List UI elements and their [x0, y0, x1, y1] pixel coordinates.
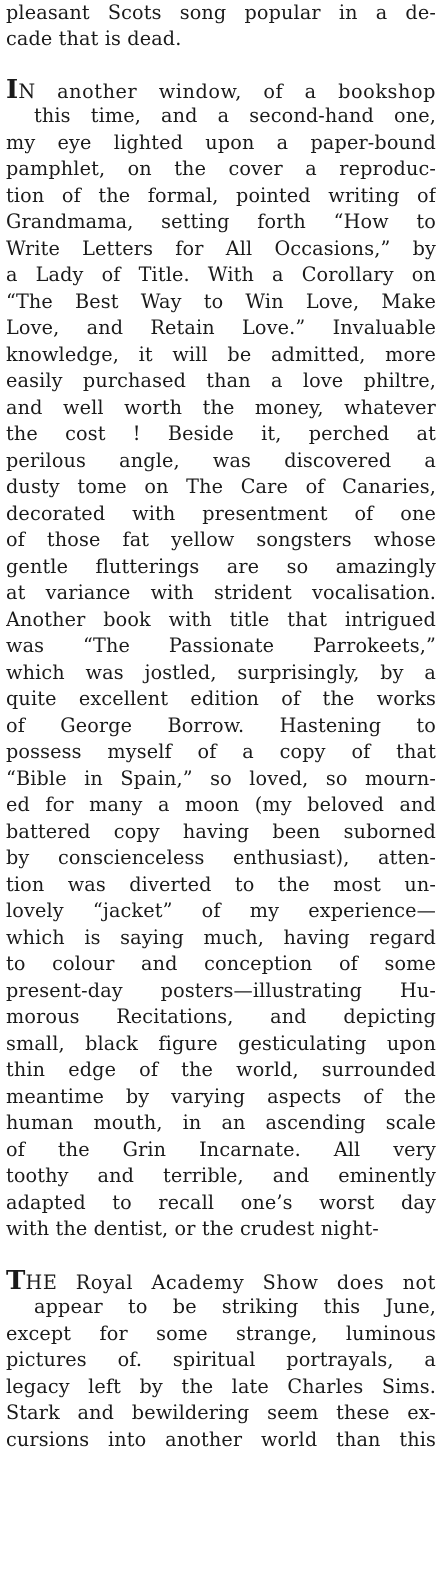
- text-line: cursions into another world than this: [6, 1428, 436, 1451]
- text-line: which was jostled, surprisingly, by a: [6, 661, 436, 684]
- paragraph-opening-line: [6, 77, 436, 103]
- text-line: Stark and bewildering seem these ex-: [6, 1401, 436, 1424]
- text-line: Grandmama, setting forth “How to: [6, 210, 436, 233]
- opening-line-text: HE Royal Academy Show does not: [25, 1271, 436, 1294]
- text-line: Write Letters for All Occasions,” by: [6, 237, 436, 260]
- text-line: meantime by varying aspects of the: [6, 1085, 436, 1108]
- text-line: except for some strange, luminous: [6, 1322, 436, 1345]
- text-line: a Lady of Title. With a Corollary on: [6, 263, 436, 286]
- text-line: pictures of. spiritual portrayals, a: [6, 1348, 436, 1371]
- text-line: ed for many a moon (my beloved and: [6, 793, 436, 816]
- drop-initial: I: [6, 77, 19, 103]
- text-line: toothy and terrible, and eminently: [6, 1164, 436, 1187]
- text-line: to colour and conception of some: [6, 952, 436, 975]
- text-line: of the Grin Incarnate. All very: [6, 1138, 436, 1161]
- text-line: by conscienceless enthusiast), atten-: [6, 846, 436, 869]
- text-line: this time, and a second-hand one,: [34, 104, 436, 127]
- text-line: gentle flutterings are so amazingly: [6, 555, 436, 578]
- text-line: of George Borrow. Hastening to: [6, 714, 436, 737]
- text-line: appear to be striking this June,: [34, 1295, 436, 1318]
- text-line: was “The Passionate Parrokeets,”: [6, 634, 436, 657]
- text-line: “The Best Way to Win Love, Make: [6, 290, 436, 313]
- text-line: dusty tome on The Care of Canaries,: [6, 475, 436, 498]
- opening-line-text: N another window, of a bookshop: [18, 80, 436, 103]
- text-line: Love, and Retain Love.” Invaluable: [6, 316, 436, 339]
- text-line: adapted to recall one’s worst day: [6, 1191, 436, 1214]
- text-line: legacy left by the late Charles Sims.: [6, 1375, 436, 1398]
- text-line: present-day posters—illustrating Hu-: [6, 979, 436, 1002]
- text-line: human mouth, in an ascending scale: [6, 1111, 436, 1134]
- text-line: my eye lighted upon a paper-bound: [6, 131, 436, 154]
- text-line: lovely “jacket” of my experience—: [6, 899, 436, 922]
- text-line: at variance with strident vocalisation.: [6, 581, 436, 604]
- text-line: pamphlet, on the cover a reproduc-: [6, 157, 436, 180]
- text-line: battered copy having been suborned: [6, 820, 436, 843]
- text-line: with the dentist, or the crudest night-: [6, 1217, 379, 1240]
- text-line: easily purchased than a love philtre,: [6, 369, 436, 392]
- text-line: which is saying much, having regard: [6, 926, 436, 949]
- text-line: Another book with title that intrigued: [6, 608, 436, 631]
- text-line: small, black figure gesticulating upon: [6, 1032, 436, 1055]
- text-line: thin edge of the world, surrounded: [6, 1058, 436, 1081]
- text-line: and well worth the money, whatever: [6, 396, 436, 419]
- text-line: the cost ! Beside it, perched at: [6, 422, 436, 445]
- text-line: decorated with presentment of one: [6, 502, 436, 525]
- text-line: morous Recitations, and depicting: [6, 1005, 436, 1028]
- text-line: cade that is dead.: [6, 27, 182, 50]
- paragraph-opening-line: [6, 1268, 436, 1294]
- text-line: “Bible in Spain,” so loved, so mourn-: [6, 767, 436, 790]
- text-line: tion of the formal, pointed writing of: [6, 184, 436, 207]
- text-line: tion was diverted to the most un-: [6, 873, 436, 896]
- text-line: perilous angle, was discovered a: [6, 449, 436, 472]
- text-line: knowledge, it will be admitted, more: [6, 343, 436, 366]
- text-line: of those fat yellow songsters whose: [6, 528, 436, 551]
- text-line: quite excellent edition of the works: [6, 687, 436, 710]
- drop-initial: T: [6, 1268, 26, 1294]
- text-line: pleasant Scots song popular in a de-: [6, 1, 436, 24]
- text-line: possess myself of a copy of that: [6, 740, 436, 763]
